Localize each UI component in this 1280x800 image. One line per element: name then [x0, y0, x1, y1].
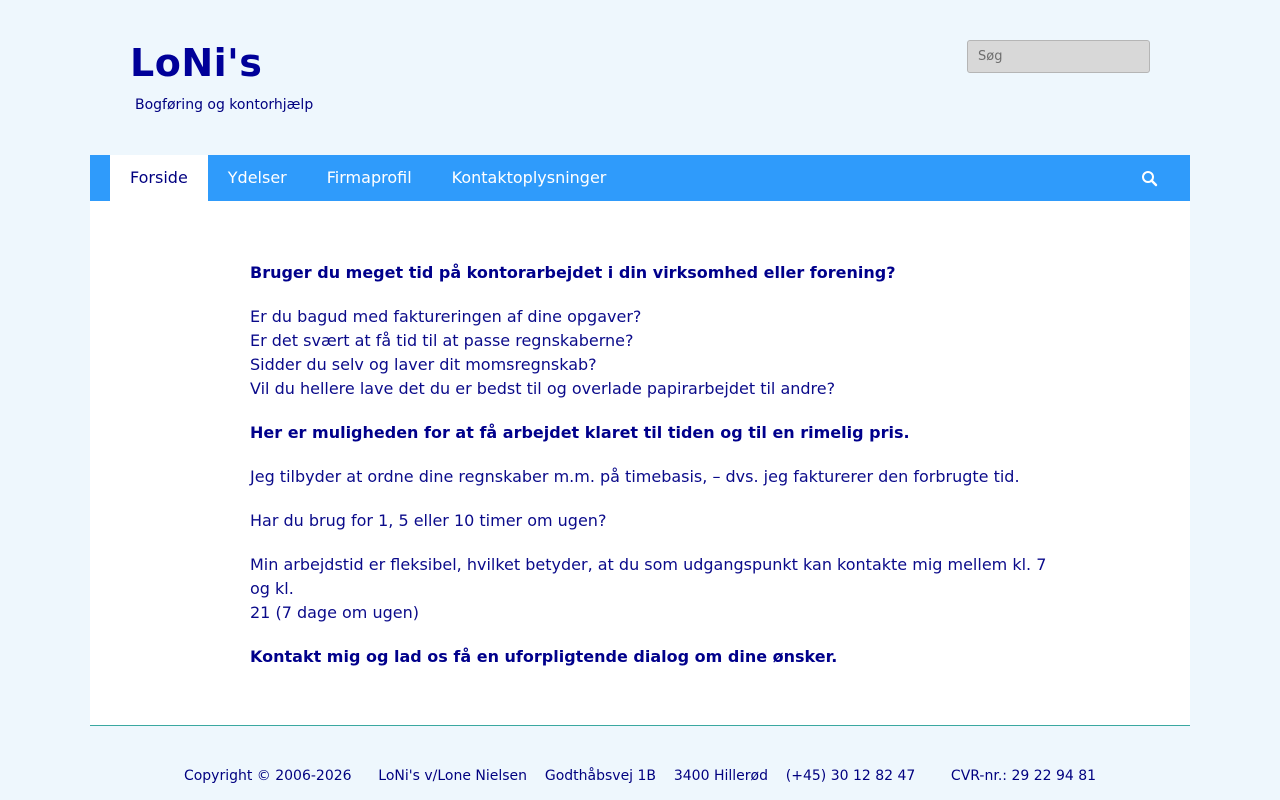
search-icon[interactable] — [1140, 169, 1160, 189]
paragraph-hours: Har du brug for 1, 5 eller 10 timer om ugen? — [250, 511, 607, 530]
nav-item-kontaktoplysninger[interactable]: Kontaktoplysninger — [451, 168, 607, 187]
main-content — [90, 201, 1190, 726]
availability-line: 21 (7 dage om ugen) — [250, 603, 419, 622]
article — [250, 261, 1050, 689]
question-item: Er det svært at få tid til at passe regnskaberne? — [250, 331, 634, 350]
heading-intro: Bruger du meget tid på kontorarbejdet i din virksomhed eller forening? — [250, 263, 896, 282]
nav-item-ydelser[interactable]: Ydelser — [227, 168, 287, 187]
question-item: Vil du hellere lave det du er bedst til og overlade papirarbejdet til andre? — [250, 379, 836, 398]
site-tagline: Bogføring og kontorhjælp — [135, 97, 314, 113]
heading-offer: Her er muligheden for at få arbejdet klaret til tiden og til en rimelig pris. — [250, 423, 910, 442]
site-title[interactable]: LoNi's — [130, 41, 263, 85]
paragraph-timebasis: Jeg tilbyder at ordne dine regnskaber m.m. på timebasis, – dvs. jeg fakturerer den forbrugte tid. — [250, 467, 1020, 486]
nav-item-forside[interactable]: Forside — [110, 155, 208, 201]
footer-company: LoNi's v/Lone Nielsen — [378, 768, 528, 784]
footer — [0, 766, 1280, 786]
nav-list — [110, 155, 626, 201]
footer-phone: (+45) 30 12 82 47 — [785, 768, 916, 784]
availability-line: Min arbejdstid er fleksibel, hvilket betyder, at du som udgangspunkt kan kontakte mig mellem kl. 7 og kl. — [250, 555, 1047, 598]
footer-copyright: Copyright © 2006-2026 — [183, 768, 352, 784]
heading-contact: Kontakt mig og lad os få en uforpligtende dialog om dine ønsker. — [250, 647, 838, 666]
footer-cvr: CVR-nr.: 29 22 94 81 — [950, 768, 1097, 784]
question-item: Sidder du selv og laver dit momsregnskab? — [250, 355, 597, 374]
nav-item-firmaprofil[interactable]: Firmaprofil — [326, 168, 412, 187]
question-list — [250, 305, 1050, 401]
footer-city: 3400 Hillerød — [673, 768, 768, 784]
question-item: Er du bagud med faktureringen af dine opgaver? — [250, 307, 642, 326]
main-navigation — [90, 155, 1190, 201]
footer-street: Godthåbsvej 1B — [544, 768, 657, 784]
search-input[interactable] — [967, 40, 1150, 73]
paragraph-hours-availability — [250, 553, 1050, 625]
